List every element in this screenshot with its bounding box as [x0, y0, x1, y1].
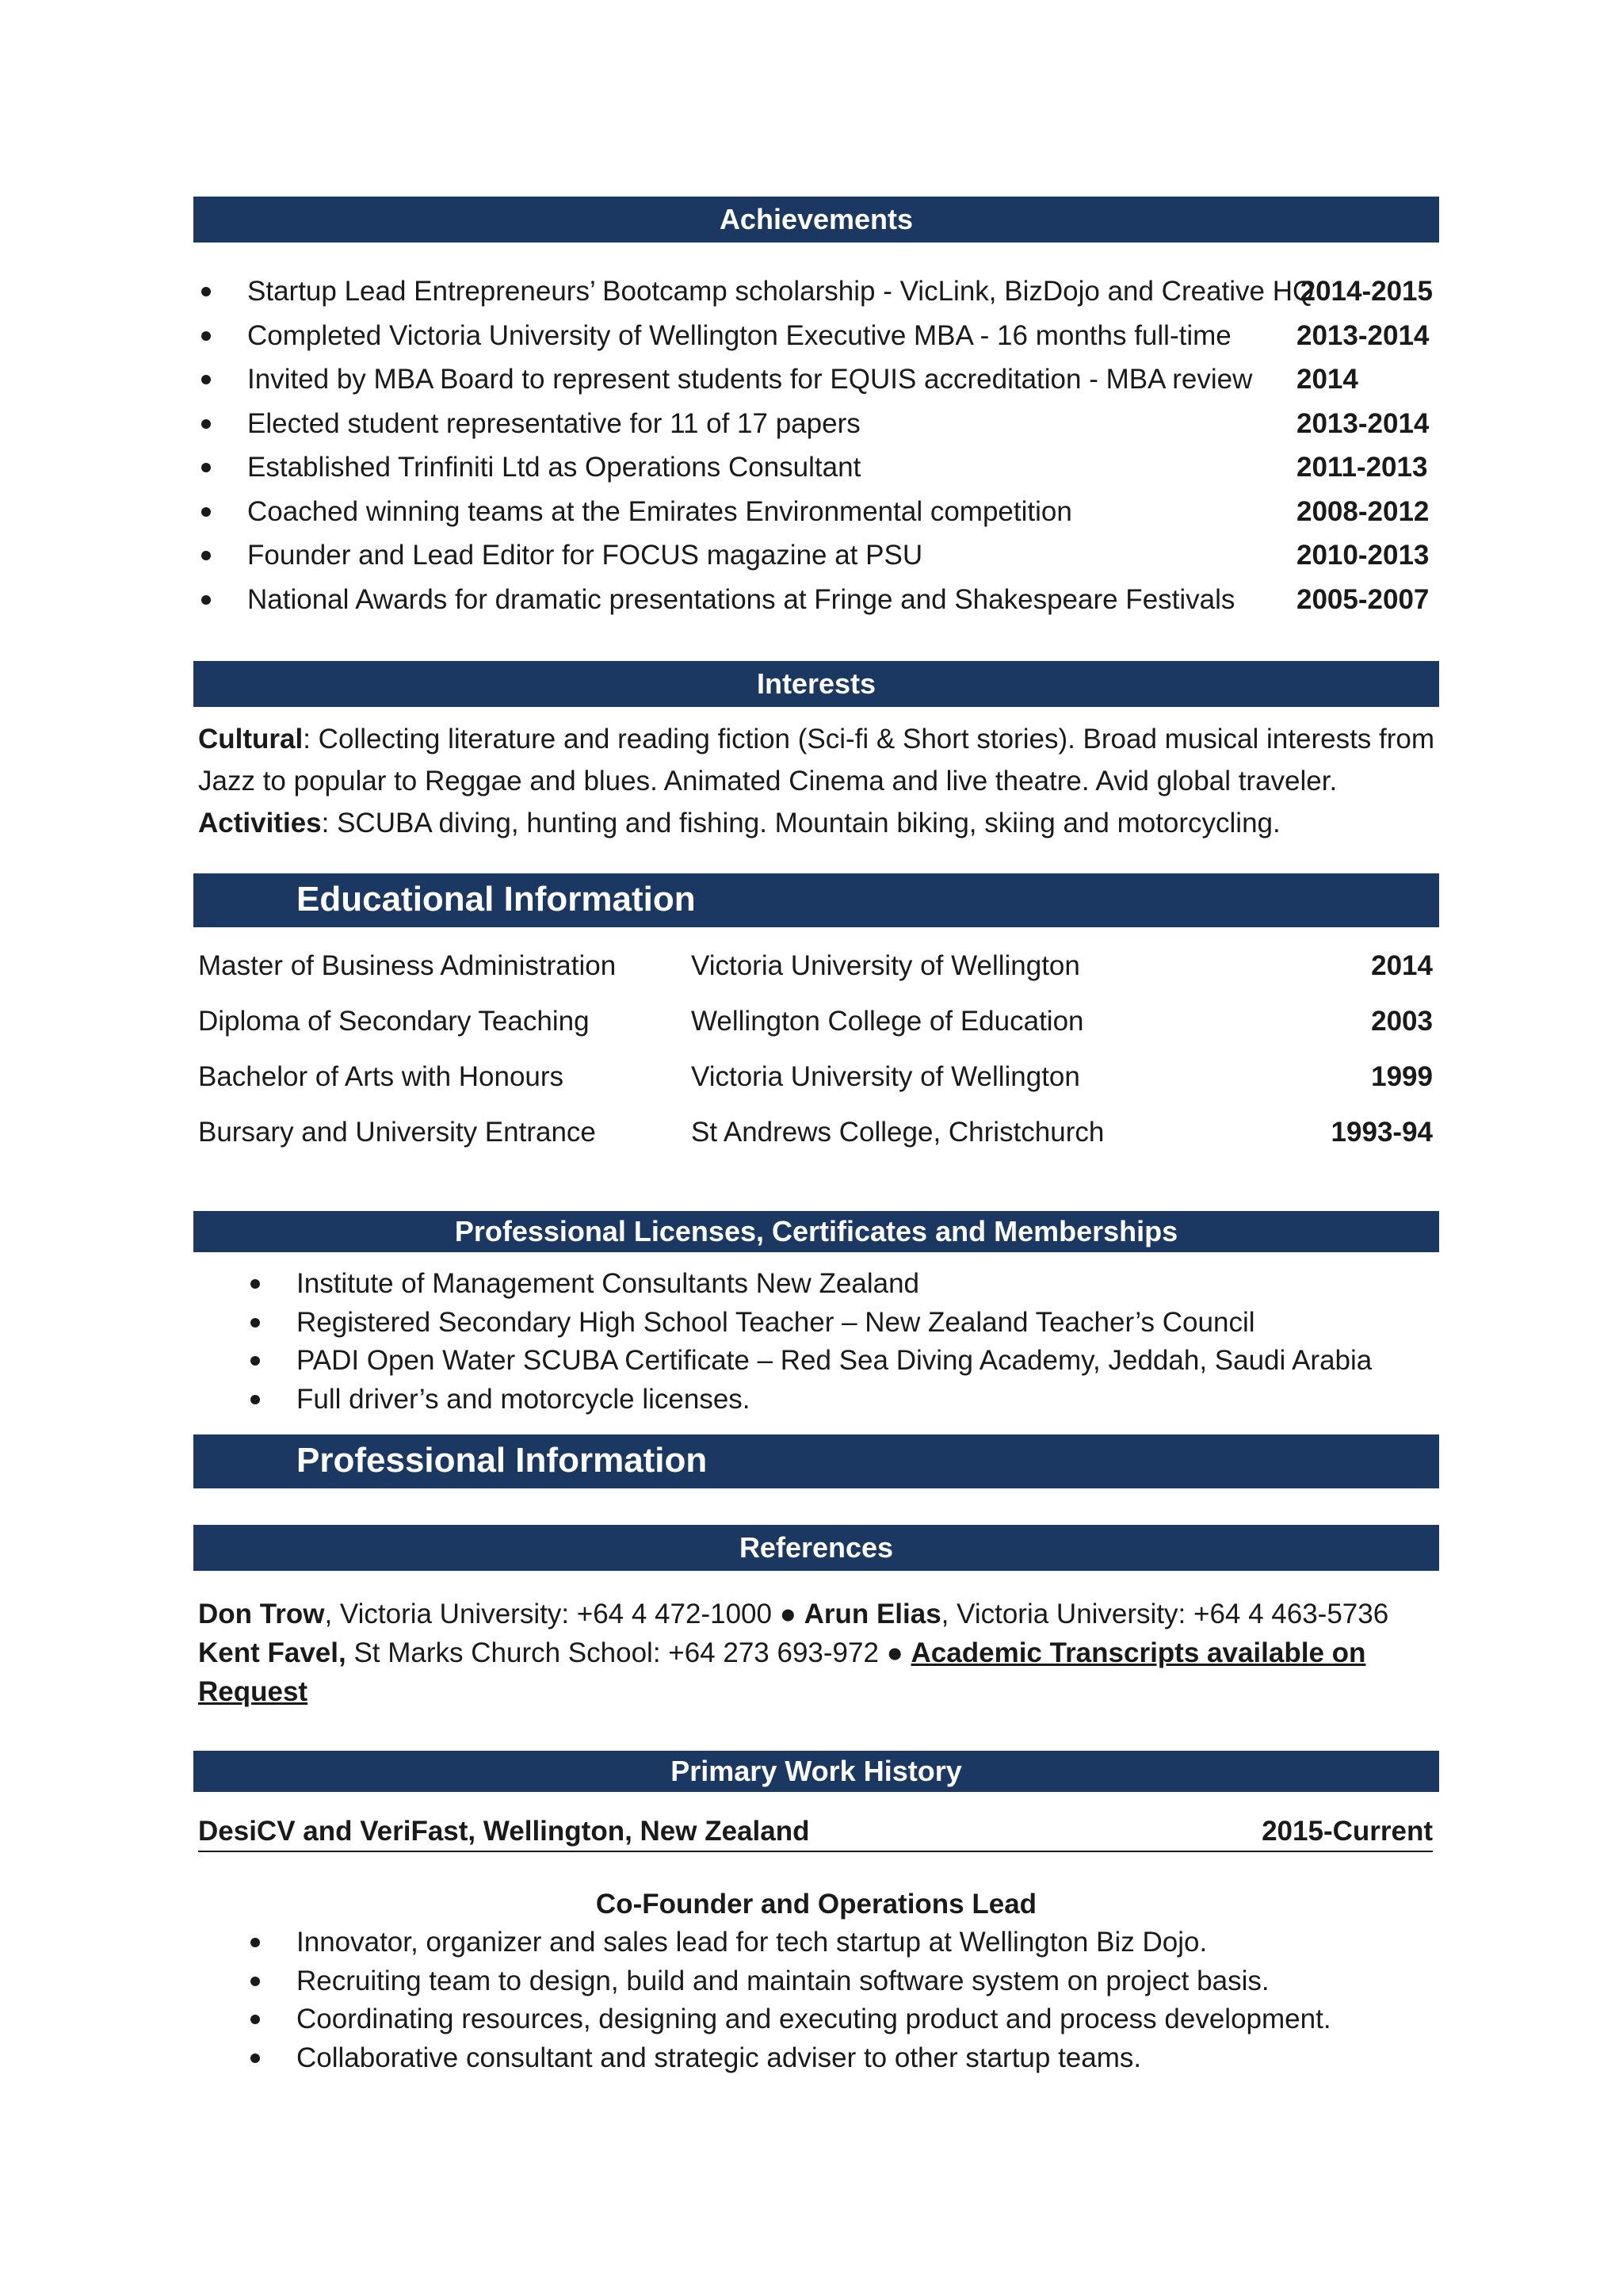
- education-institution: St Andrews College, Christchurch: [691, 1117, 1105, 1148]
- reference-name: Don Trow: [198, 1599, 325, 1629]
- job-duties-list: [193, 1924, 1439, 2077]
- bullet-icon: [250, 1356, 260, 1366]
- education-year: 1999: [1371, 1061, 1433, 1092]
- transcripts-link[interactable]: Academic Transcripts available on Request: [198, 1637, 1366, 1707]
- reference-name: Arun Elias: [804, 1599, 941, 1629]
- bullet-icon: [250, 2015, 260, 2024]
- job-header: [198, 1813, 1433, 1852]
- education-degree: Bachelor of Arts with Honours: [198, 1061, 564, 1092]
- bullet-icon: [250, 2053, 260, 2063]
- references-section: [193, 1595, 1439, 1711]
- education-year: 2014: [1371, 950, 1433, 981]
- bullet-icon: [201, 507, 211, 517]
- achievement-year: 2010-2013: [1296, 540, 1430, 571]
- education-institution: Victoria University of Wellington: [691, 1061, 1080, 1092]
- list-item: Founder and Lead Editor for FOCUS magazine at PSU 2010-2013: [193, 533, 1439, 578]
- education-table: [193, 938, 1439, 1160]
- achievement-year: 2014-2015: [1300, 276, 1433, 307]
- list-item: Elected student representative for 11 of 17 papers 2013-2014: [193, 402, 1439, 446]
- interests-heading: Interests: [193, 661, 1439, 707]
- education-year: 1993-94: [1331, 1117, 1433, 1148]
- bullet-icon: [201, 287, 211, 296]
- list-item: Registered Secondary High School Teacher – New Zealand Teacher’s Council: [193, 1304, 1439, 1343]
- references-line-2: Kent Favel, St Marks Church School: +64 273 693-972 ● Academic Transcripts available on Request: [198, 1637, 1366, 1707]
- list-item: Coordinating resources, designing and executing product and process development.: [193, 2000, 1439, 2039]
- references-line-1: Don Trow, Victoria University: +64 4 472-1000 ● Arun Elias, Victoria University: +64 4 463-5736: [198, 1599, 1389, 1629]
- list-item: Invited by MBA Board to represent students for EQUIS accreditation - MBA review 2014: [193, 357, 1439, 402]
- list-item: Completed Victoria University of Wellington Executive MBA - 16 months full-time 2013-2014: [193, 314, 1439, 358]
- resume-page: [193, 197, 1439, 2077]
- education-year: 2003: [1371, 1006, 1433, 1037]
- table-row: [193, 994, 1439, 1049]
- list-item: Collaborative consultant and strategic adviser to other startup teams.: [193, 2039, 1439, 2078]
- references-heading: References: [193, 1525, 1439, 1571]
- licenses-list: [193, 1265, 1439, 1419]
- bullet-icon: [250, 1938, 260, 1947]
- list-item: Innovator, organizer and sales lead for tech startup at Wellington Biz Dojo.: [193, 1924, 1439, 1962]
- bullet-icon: [250, 1279, 260, 1289]
- bullet-icon: [250, 1395, 260, 1404]
- education-degree: Bursary and University Entrance: [198, 1117, 596, 1148]
- interests-cultural-continued: Jazz to popular to Reggae and blues. Animated Cinema and live theatre. Avid global traveler.: [198, 766, 1338, 797]
- bullet-icon: [250, 1977, 260, 1986]
- list-item: PADI Open Water SCUBA Certificate – Red Sea Diving Academy, Jeddah, Saudi Arabia: [193, 1342, 1439, 1381]
- education-degree: Master of Business Administration: [198, 950, 617, 981]
- bullet-icon: [201, 463, 211, 472]
- table-row: [193, 1105, 1439, 1160]
- achievement-year: 2013-2014: [1296, 319, 1430, 351]
- bullet-icon: [201, 419, 211, 429]
- job-role: Co-Founder and Operations Lead: [595, 1889, 1037, 1920]
- education-institution: Victoria University of Wellington: [691, 950, 1080, 981]
- bullet-icon: [201, 551, 211, 560]
- professional-heading: Professional Information: [193, 1435, 1439, 1488]
- bullet-icon: [201, 331, 211, 341]
- achievement-year: 2008-2012: [1296, 495, 1430, 527]
- list-item: Institute of Management Consultants New Zealand: [193, 1265, 1439, 1304]
- job-company: DesiCV and VeriFast, Wellington, New Zealand: [198, 1816, 810, 1847]
- achievements-list: [193, 269, 1439, 621]
- achievement-year: 2014: [1296, 364, 1358, 395]
- interests-activities: Activities: SCUBA diving, hunting and fishing. Mountain biking, skiing and motorcycling.: [198, 808, 1281, 839]
- bullet-icon: [201, 375, 211, 384]
- bullet-icon: [201, 595, 211, 605]
- interests-section: [193, 718, 1439, 844]
- achievements-heading: Achievements: [193, 197, 1439, 243]
- licenses-heading: Professional Licenses, Certificates and Memberships: [193, 1211, 1439, 1252]
- list-item: National Awards for dramatic presentations at Fringe and Shakespeare Festivals 2005-2007: [193, 578, 1439, 622]
- table-row: [193, 1049, 1439, 1105]
- education-heading: Educational Information: [193, 873, 1439, 927]
- list-item: Recruiting team to design, build and maintain software system on project basis.: [193, 1962, 1439, 2001]
- achievement-year: 2011-2013: [1296, 452, 1428, 483]
- achievement-year: 2013-2014: [1296, 407, 1430, 439]
- job-period: 2015-Current: [1262, 1816, 1433, 1847]
- work-history-heading: Primary Work History: [193, 1751, 1439, 1792]
- education-degree: Diploma of Secondary Teaching: [198, 1006, 590, 1037]
- list-item: Startup Lead Entrepreneurs’ Bootcamp scholarship - VicLink, BizDojo and Creative HQ 2014-2015: [193, 269, 1439, 314]
- list-item: Established Trinfiniti Ltd as Operations Consultant 2011-2013: [193, 445, 1439, 490]
- education-institution: Wellington College of Education: [691, 1006, 1084, 1037]
- bullet-icon: [250, 1318, 260, 1328]
- achievement-year: 2005-2007: [1296, 583, 1430, 615]
- table-row: [193, 938, 1439, 994]
- list-item: Coached winning teams at the Emirates Environmental competition 2008-2012: [193, 490, 1439, 534]
- interests-cultural: Cultural: Collecting literature and reading fiction (Sci-fi & Short stories). Broad musical interests from: [198, 724, 1435, 755]
- reference-name: Kent Favel,: [198, 1637, 346, 1668]
- list-item: Full driver’s and motorcycle licenses.: [193, 1381, 1439, 1419]
